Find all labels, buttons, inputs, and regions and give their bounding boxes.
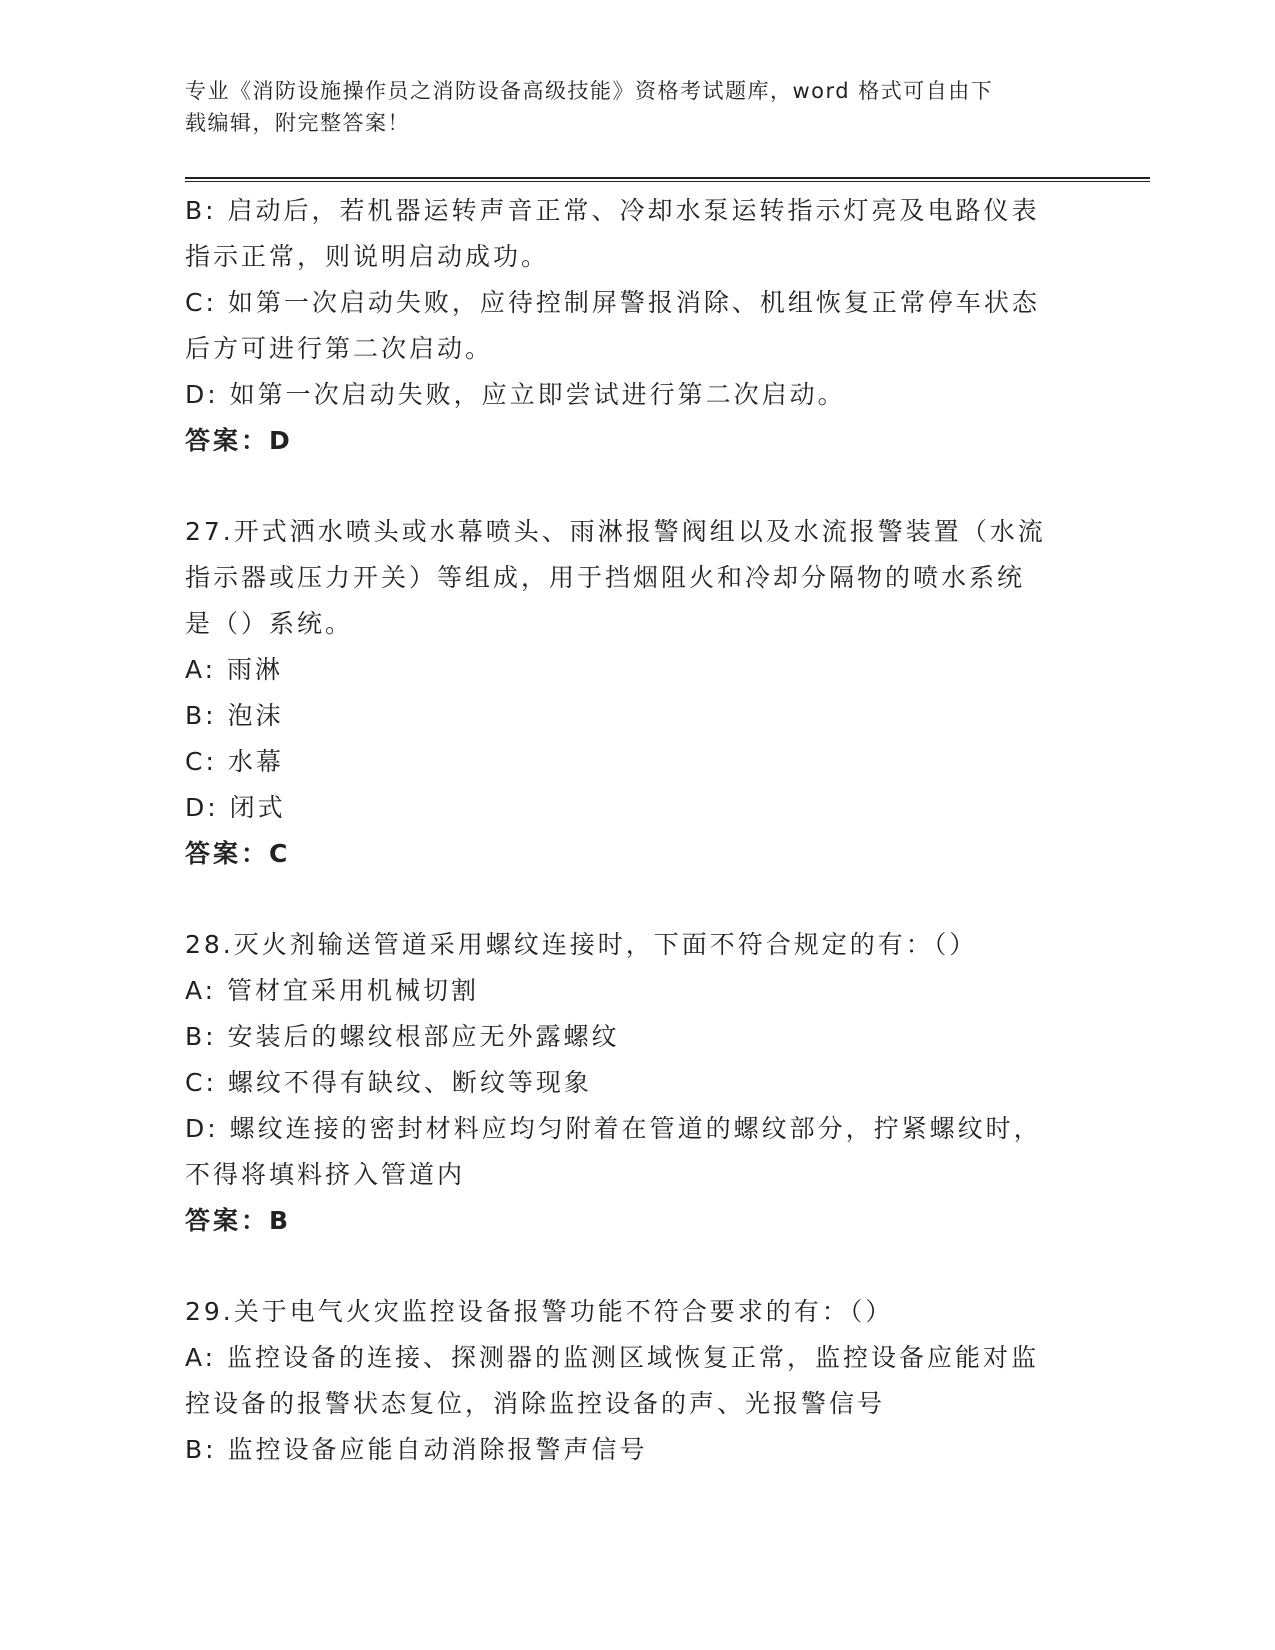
option-b-cont: 指示正常，则说明启动成功。	[185, 242, 550, 271]
option-a-cont: 控设备的报警状态复位，消除监控设备的声、光报警信号	[185, 1389, 886, 1418]
option-b: B: 启动后，若机器运转声音正常、冷却水泵运转指示灯亮及电路仪表	[185, 196, 1040, 225]
question-stem: 29.关于电气火灾监控设备报警功能不符合要求的有：（）	[185, 1297, 894, 1326]
question-stem: 27.开式洒水喷头或水幕喷头、雨淋报警阀组以及水流报警装置（水流	[185, 517, 1046, 546]
question-stem: 指示器或压力开关）等组成，用于挡烟阻火和冷却分隔物的喷水系统	[185, 563, 1026, 592]
option-c: C: 水幕	[185, 747, 284, 776]
option-c: C: 如第一次启动失败，应待控制屏警报消除、机组恢复正常停车状态	[185, 288, 1040, 317]
option-b: B: 泡沫	[185, 701, 284, 730]
option-c: C: 螺纹不得有缺纹、断纹等现象	[185, 1068, 592, 1097]
question-continued	[185, 188, 1075, 464]
option-a: A: 监控设备的连接、探测器的监测区域恢复正常，监控设备应能对监	[185, 1343, 1040, 1372]
option-a: A: 管材宜采用机械切割	[185, 976, 480, 1005]
question-28	[185, 922, 1075, 1244]
header-line: 载编辑，附完整答案！	[185, 111, 410, 135]
answer: 答案：C	[185, 839, 291, 868]
option-b: B: 监控设备应能自动消除报警声信号	[185, 1435, 648, 1464]
question-29	[185, 1289, 1075, 1473]
document-header	[185, 75, 1065, 139]
header-line: 专业《消防设施操作员之消防设备高级技能》资格考试题库，word 格式可自由下	[185, 79, 994, 103]
option-d: D: 闭式	[185, 793, 286, 822]
answer: 答案：B	[185, 1206, 292, 1235]
header-rule-thin	[185, 181, 1150, 182]
option-a: A: 雨淋	[185, 655, 284, 684]
question-stem: 28.灭火剂输送管道采用螺纹连接时，下面不符合规定的有：（）	[185, 930, 978, 959]
question-stem: 是（）系统。	[185, 609, 354, 638]
option-d: D: 如第一次启动失败，应立即尝试进行第二次启动。	[185, 380, 846, 409]
header-rule	[185, 177, 1150, 179]
answer: 答案：D	[185, 426, 293, 455]
question-body	[185, 188, 1075, 1473]
option-d-cont: 不得将填料挤入管道内	[185, 1160, 466, 1189]
question-27	[185, 509, 1075, 877]
option-b: B: 安装后的螺纹根部应无外露螺纹	[185, 1022, 620, 1051]
option-c-cont: 后方可进行第二次启动。	[185, 334, 494, 363]
option-d: D: 螺纹连接的密封材料应均匀附着在管道的螺纹部分，拧紧螺纹时，	[185, 1114, 1042, 1143]
